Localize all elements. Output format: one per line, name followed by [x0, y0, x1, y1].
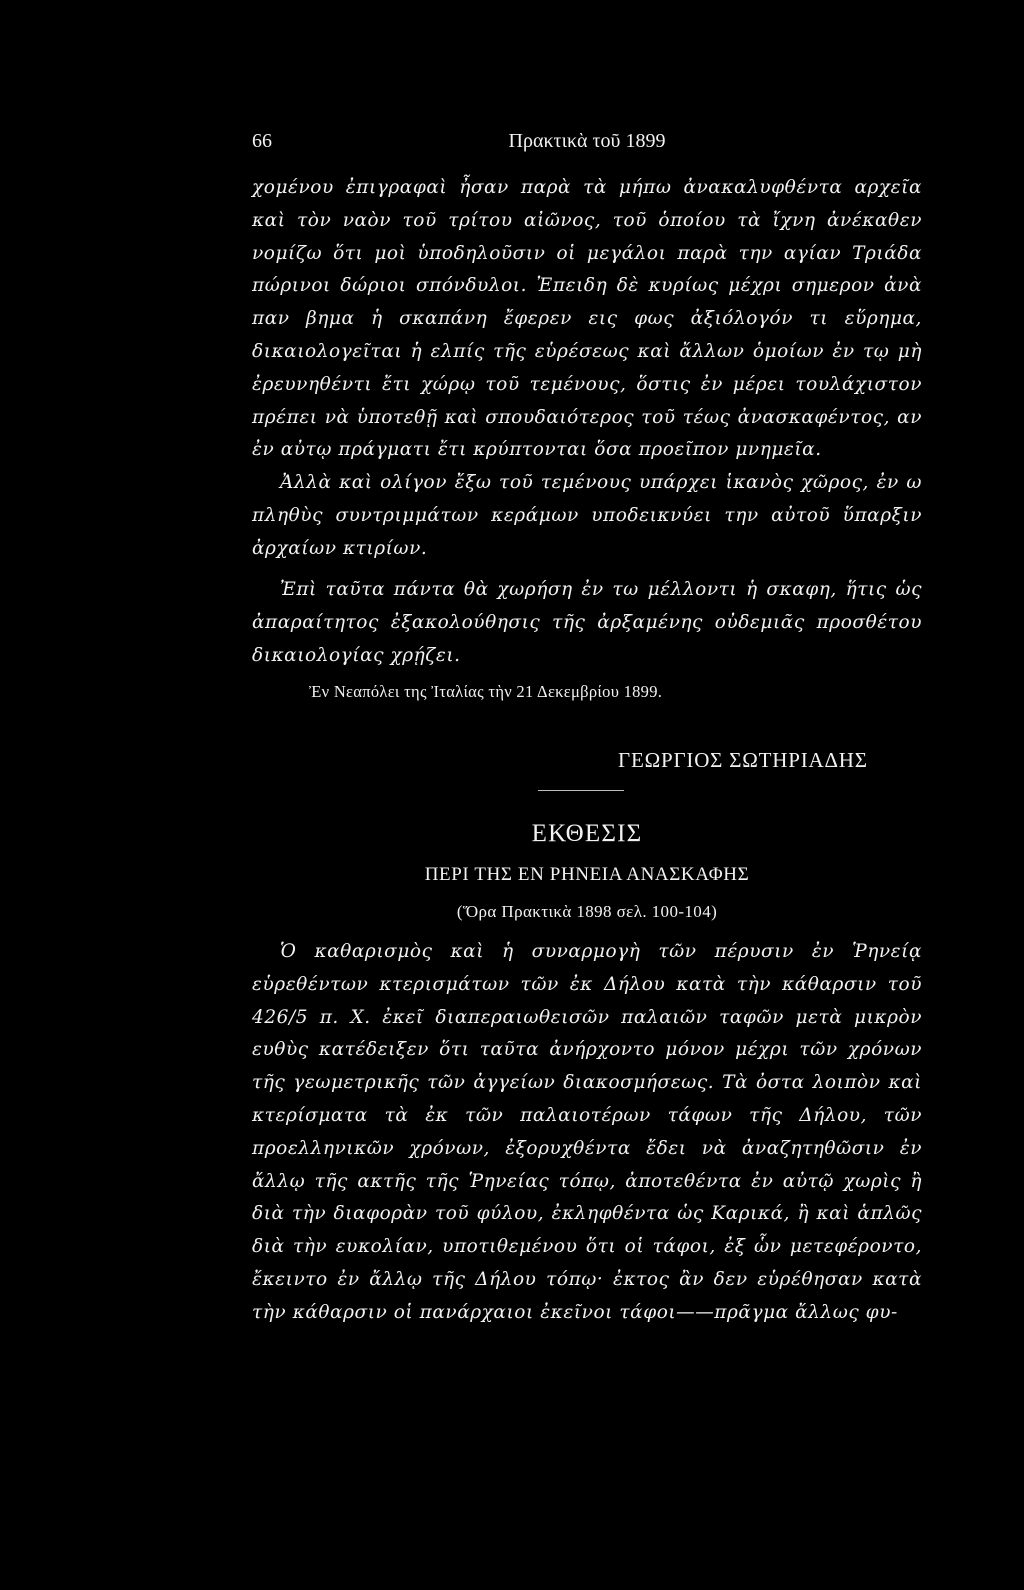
paragraph-2: Ἀλλὰ καὶ ολίγον ἔξω τοῦ τεμένους υπάρχει ἱκανὸς χῶρος, ἐν ω πληθὺς συντριμμάτων κεράμων υποδεικνύει την αὐτοῦ ὕπαρξιν ἀρχαίων κτιρίων.	[252, 472, 922, 559]
body-text-top	[252, 172, 922, 566]
section-subtitle: ΠΕΡΙ ΤΗΣ ΕΝ ΡΗΝΕΙΑ ΑΝΑΣΚΑΦΗΣ	[424, 864, 750, 885]
paragraph-4: Ὁ καθαρισμὸς καὶ ἡ συναρμογὴ τῶν πέρυσιν ἐν Ῥηνείᾳ εὑρεθέντων κτερισμάτων τῶν ἐκ Δήλου κατὰ τὴν κάθαρσιν τοῦ 426/5 π. Χ. ἐκεῖ διαπεραιωθεισῶν παλαιῶν ταφῶν μετὰ μικρὸν ευθὺς κατέδειξεν ὅτι ταῦτα ἀνήρχοντο μόνον μέχρι τῶν χρόνων τῆς γεωμετρικῆς τῶν ἀγγείων διακοσμήσεως. Τὰ ὀστα λοιπὸν καὶ κτερίσματα τὰ ἐκ τῶν παλαιοτέρων τάφων τῆς Δήλου, τῶν προελληνικῶν χρόνων, ἐξορυχθέντα ἔδει νὰ ἀναζητηθῶσιν ἐν ἄλλῳ τῆς ακτῆς τῆς Ῥηνείας τόπῳ, ἀποτεθέντα ἐν αὐτῷ χωρὶς ἢ διὰ τὴν διαφορὰν τοῦ φύλου, ἐκληφθέντα ὡς Καρικά, ἢ καὶ ἁπλῶς διὰ τὴν ευκολίαν, υποτιθεμένου ὅτι οἱ τάφοι, ἐξ ὧν μετεφέροντο, ἔκειντο ἐν ἄλλῳ τῆς Δήλου τόπῳ· ἐκτος ἂν δεν εὑρέθησαν κατὰ τὴν κάθαρσιν οἱ πανάρχαιοι ἐκεῖνοι τάφοι——πρᾶγμα ἄλλως φυ-	[252, 941, 922, 1323]
page-header	[252, 130, 922, 160]
section-divider	[538, 790, 624, 791]
paragraph-1: χομένου ἐπιγραφαὶ ἦσαν παρὰ τὰ μήπω ἀνακαλυφθέντα αρχεῖα καὶ τὸν ναὸν τοῦ τρίτου αἰῶνος, τοῦ ὁποίου τὰ ἴχνη ἀνέκαθεν νομίζω ὅτι μοὶ ὑποδηλοῦσιν οἱ μεγάλοι παρὰ την αγίαν Τριάδα πώρινοι δώριοι σπόνδυλοι. Ἐπειδη δὲ κυρίως μέχρι σημερον ἀνὰ παν βημα ἡ σκαπάνη ἔφερεν εις φως ἀξιόλογόν τι εὕρημα, δικαιολογεῖται ἡ ελπίς τῆς εὑρέσεως καὶ ἄλλων ὁμοίων ἐν τῳ μὴ ἐρευνηθέντι ἔτι χώρῳ τοῦ τεμένους, ὅστις ἐν μέρει τουλάχιστον πρέπει νὰ ὑποτεθῇ καὶ σπουδαιότερος τοῦ τέως ἀνασκαφέντος, αν ἐν αὐτῳ πράγματι ἔτι κρύπτονται ὅσα προεῖπον μνημεῖα.	[252, 177, 922, 461]
section-title: ΕΚΘΕΣΙΣ	[531, 820, 643, 847]
body-text-bottom	[252, 936, 922, 1330]
author-signature: ΓΕΩΡΓΙΟΣ ΣΩΤΗΡΙΑΔΗΣ	[618, 748, 868, 772]
page-number: 66	[252, 130, 272, 152]
body-text-conclusion	[252, 574, 922, 672]
running-title: Πρακτικὰ τοῦ 1899	[508, 130, 666, 152]
paragraph-3: Ἐπὶ ταῦτα πάντα θὰ χωρήση ἐν τω μέλλοντι ἡ σκαφη, ἥτις ὡς ἀπαραίτητος ἐξακολούθησις τῆς ἀρξαμένης οὐδεμιᾶς προσθέτου δικαιολογίας χρῄζει.	[252, 579, 922, 666]
section-reference: (Ὅρα Πρακτικὰ 1898 σελ. 100-104)	[456, 902, 718, 921]
dateline: Ἐν Νεαπόλει της Ἰταλίας τὴν 21 Δεκεμβρίου 1899.	[309, 682, 663, 701]
